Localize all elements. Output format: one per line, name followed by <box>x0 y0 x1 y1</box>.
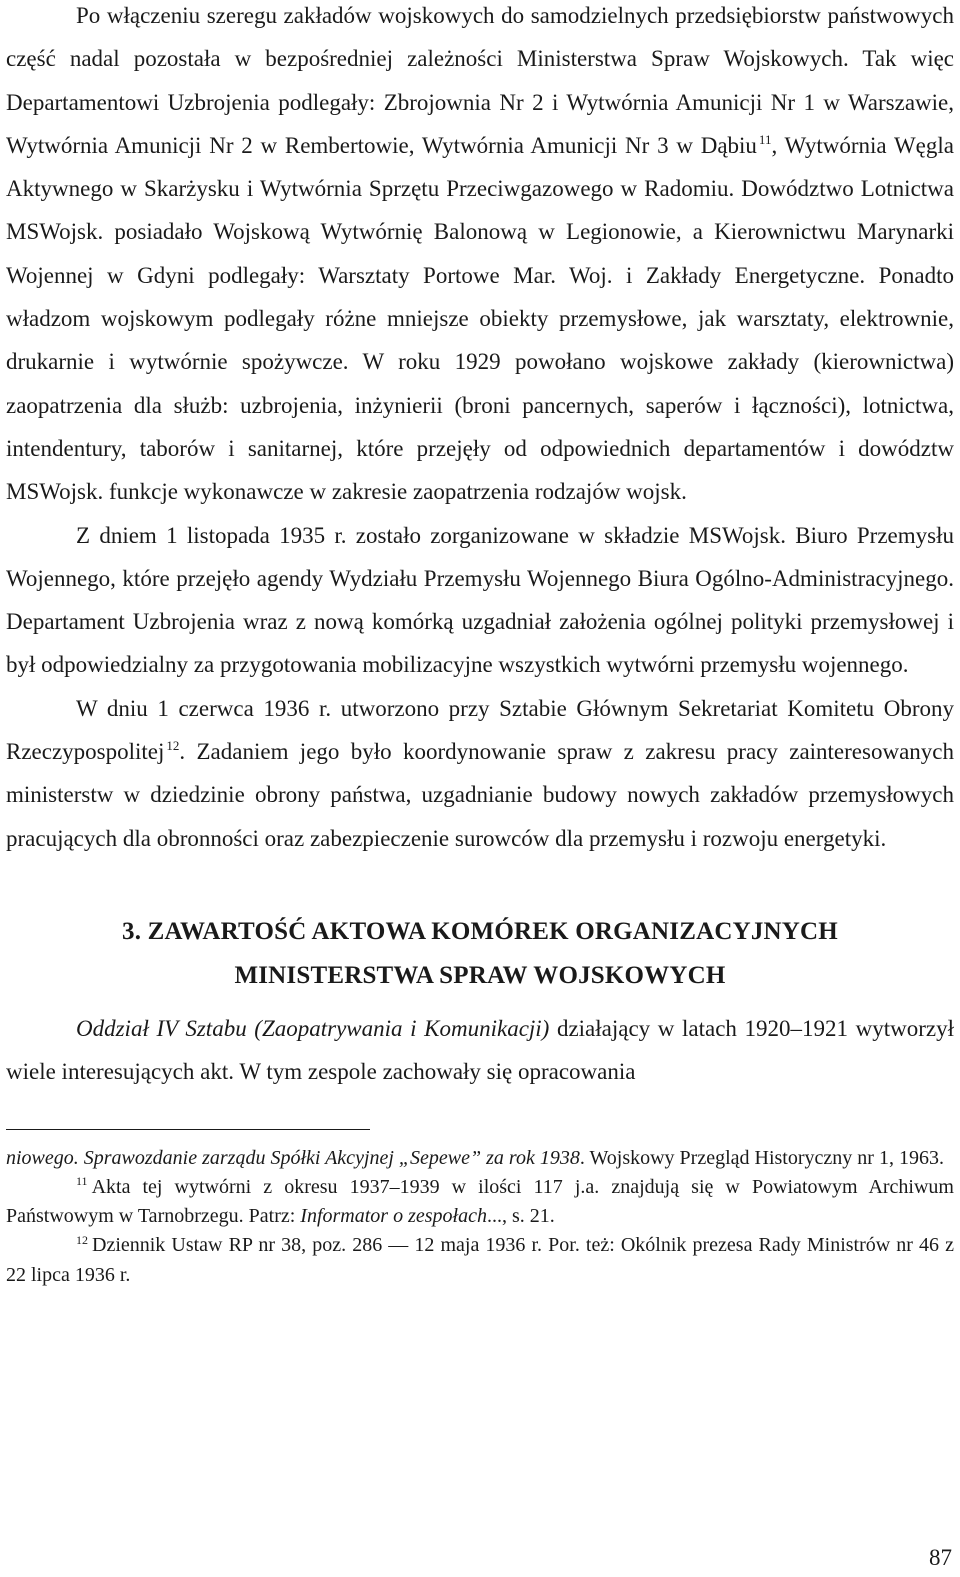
document-page <box>6 0 954 1290</box>
paragraph-3-text: W dniu 1 czerwca 1936 r. utworzono przy Sztabie Głównym Sekretariat Komitetu Obrony Rzeczypospolitej <box>6 695 954 765</box>
paragraph-1-tail: , Wytwórnia Węgla Aktywnego w Skarżysku i Wytwórnia Sprzętu Przeciwgazowego w Radomiu. Dowództwo Lotnictwa MSWojsk. posiadało Wojskową Wytwórnię Balonową w Legionowie, a Kierownictwu Marynarki Wojennej w Gdyni podlegały: Warsztaty Portowe Mar. Woj. i Zakłady Energetyczne. Ponadto władzom wojskowym podlegały różne mniejsze obiekty przemysłowe, jak warsztaty, elektrownie, drukarnie i wytwórnie spożywcze. W roku 1929 powołano wojskowe zakłady (kierownictwa) zaopatrzenia dla służb: uzbrojenia, inżynierii (broni pancernych, saperów i łączności), lotnictwa, intendentury, taborów i sanitarnej, które przejęły od odpowiednich departamentów i dowództw MSWojsk. funkcje wykonawcze w zakresie zaopatrzenia rodzajów wojsk. <box>6 132 954 505</box>
page-number: 87 <box>929 1545 952 1570</box>
footnote-11-text: Akta tej wytwórni z okresu 1937–1939 w ilości 117 j.a. znajdują się w Powiatowym Archiwum Państwowym w Tarnobrzegu. Patrz: <box>6 1175 954 1228</box>
footnote-12 <box>6 1231 954 1290</box>
footnote-12-text: Dziennik Ustaw RP nr 38, poz. 286 — 12 maja 1936 r. Por. też: Okólnik prezesa Rady Ministrów nr 46 z 22 lipca 1936 r. <box>6 1234 954 1286</box>
footnote-11-italic: Informator o zespołach <box>300 1205 487 1228</box>
paragraph-2: Z dniem 1 listopada 1935 r. zostało zorganizowane w składzie MSWojsk. Biuro Przemysłu Wojennego, które przejęło agendy Wydziału Przemysłu Wojennego Biura Ogólno-Administracyjnego. Departament Uzbrojenia wraz z nową komórką uzgadniał założenia ogólnej polityki przemysłowej i był odpowiedzialny za przygotowania mobilizacyjne wszystkich wytwórni przemysłu wojennego. <box>6 522 954 678</box>
paragraph-4-italic: Oddział IV Sztabu (Zaopatrywania i Komunikacji) <box>76 1015 550 1041</box>
footnote-divider <box>6 1129 370 1130</box>
paragraph-3 <box>6 687 954 860</box>
footnote-11-tail: ..., s. 21. <box>486 1205 555 1228</box>
footnote-11-number: 11 <box>76 1174 88 1189</box>
section-heading-line-1: 3. ZAWARTOŚĆ AKTOWA KOMÓREK ORGANIZACYJNYCH <box>122 917 838 945</box>
paragraph-1 <box>6 0 954 514</box>
footnote-ref-11[interactable]: 11 <box>758 132 772 148</box>
footnotes <box>6 1144 954 1290</box>
footnote-12-number: 12 <box>76 1232 88 1247</box>
paragraph-4 <box>6 1007 954 1094</box>
footnote-continuation-italic: niowego. Sprawozdanie zarządu Spółki Akcyjnej „Sepewe” za rok 1938 <box>6 1146 580 1169</box>
section-heading-line-2: MINISTERSTWA SPRAW WOJSKOWYCH <box>234 961 726 989</box>
footnote-continuation-text: . Wojskowy Przegląd Historyczny nr 1, 1963. <box>579 1146 944 1169</box>
paragraph-3-tail: . Zadaniem jego było koordynowanie spraw z zakresu pracy zainteresowanych ministerstw w dziedzinie obrony państwa, uzgadnianie budowy nowych zakładów przemysłowych pracujących dla obronności oraz zabezpieczenie surowców dla przemysłu i rozwoju energetyki. <box>6 739 954 851</box>
paragraph-4-text: działający w latach 1920–1921 wytworzył wiele interesujących akt. W tym zespole zachowały się opracowania <box>6 1015 954 1085</box>
paragraph-1-text: Po włączeniu szeregu zakładów wojskowych do samodzielnych przedsiębiorstw państwowych część nadal pozostała w bezpośredniej zależności Ministerstwa Spraw Wojskowych. Tak więc Departamentowi Uzbrojenia podlegały: Zbrojownia Nr 2 i Wytwórnia Amunicji Nr 1 w Warszawie, Wytwórnia Amunicji Nr 2 w Rembertowie, Wytwórnia Amunicji Nr 3 w Dąbiu <box>6 3 954 158</box>
footnote-continuation <box>6 1144 954 1173</box>
footnote-ref-12[interactable]: 12 <box>166 738 180 754</box>
footnote-11 <box>6 1173 954 1232</box>
section-heading <box>6 910 954 998</box>
